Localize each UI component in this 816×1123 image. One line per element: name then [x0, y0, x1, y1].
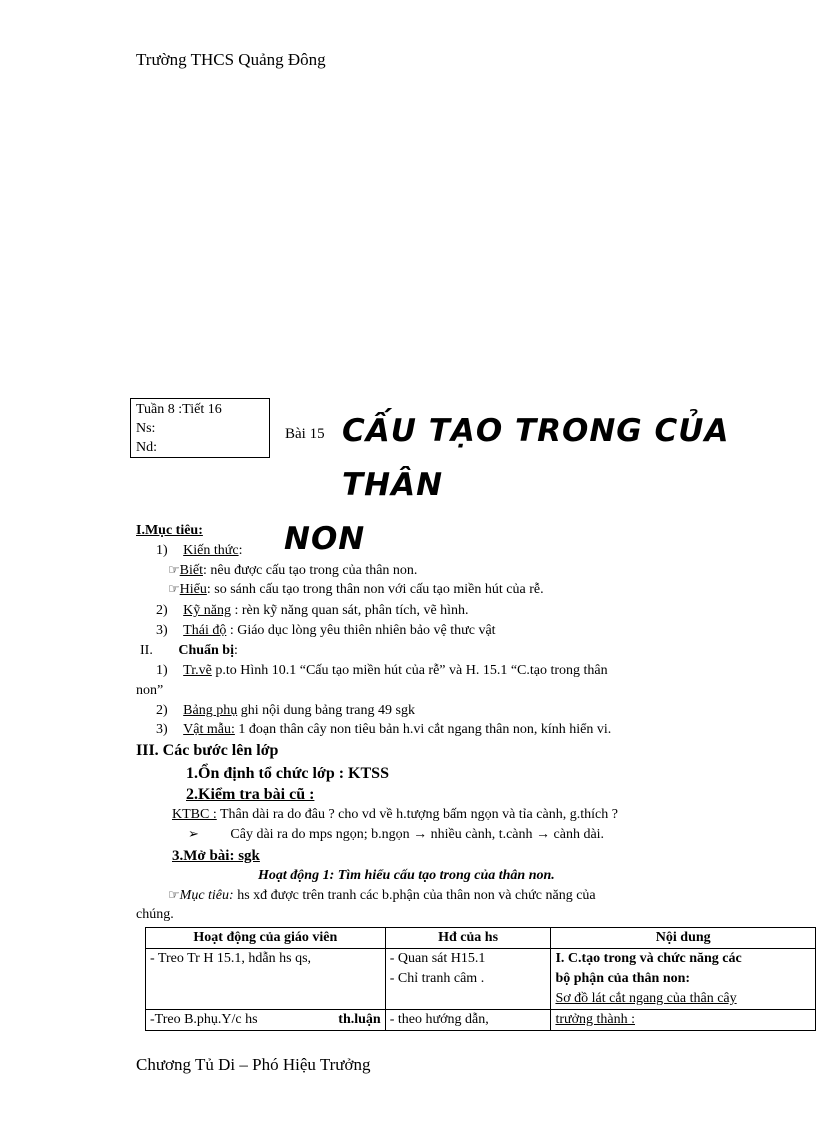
know-text: : nêu được cấu tạo trong của thân non. [203, 563, 418, 578]
hand-pointer-icon: ☞ [168, 888, 180, 903]
objectives-heading: I.Mục tiêu: [136, 523, 203, 538]
step-3: 3.Mở bài: sgk [172, 848, 260, 864]
column-header: Hđ của hs [385, 928, 551, 949]
table-cell [385, 1010, 551, 1031]
preparation-title: Chuẩn bị [178, 643, 234, 658]
cell-text: - Chỉ tranh câm . [389, 971, 485, 986]
ktbc-answer [188, 827, 604, 843]
skills-text: : rèn kỹ năng quan sát, phân tích, vẽ hình. [231, 603, 469, 618]
activity-goal [168, 888, 758, 904]
ktbc-question [172, 807, 618, 823]
item-number: 1) [156, 543, 168, 558]
week-period: Tuần 8 :Tiết 16 [136, 402, 222, 417]
lesson-title-line2: NON [284, 521, 366, 557]
activity-heading: Hoạt động 1: Tìm hiểu cấu tạo trong của thân non. [258, 868, 555, 883]
table-cell [551, 949, 816, 1010]
step-1: 1.Ổn định tổ chức lớp : KTSS [186, 765, 389, 782]
school-name: Trường THCS Quảng Đông [136, 50, 326, 69]
item-number: 3) [156, 722, 168, 737]
prep-item-1-cont: non” [136, 683, 164, 698]
preparation-heading: II. Chuẩn bị: [140, 643, 238, 658]
specimen-label: Vật mẫu: [183, 722, 235, 737]
cell-text: th.luận [338, 1012, 381, 1027]
table-row [146, 949, 816, 1010]
skills-label: Kỹ năng [183, 603, 231, 618]
drawing-label: Tr.vẽ [183, 663, 212, 678]
attitude-label: Thái độ [183, 623, 227, 638]
objective-understand [168, 582, 544, 598]
table-header-row [146, 928, 816, 949]
item-number: 2) [156, 703, 168, 718]
cell-text: - Treo Tr H 15.1, hdẫn hs qs, [150, 951, 312, 966]
step-2: 2.Kiểm tra bài cũ : [186, 786, 315, 803]
table-row [146, 1010, 816, 1031]
specimen-text: 1 đoạn thân cây non tiêu bản h.vi cắt ngang thân non, kính hiển vi. [234, 722, 612, 737]
lesson-number: Bài 15 [285, 426, 325, 442]
lesson-title-line1: CẤU TẠO TRONG CỦA THÂN [342, 413, 730, 503]
cell-text: trưởng thành : [555, 1012, 635, 1027]
item-number: 2) [156, 603, 168, 618]
prep-item-1 [156, 663, 756, 679]
date-prepared: Ns: [136, 421, 156, 436]
answer-text: Cây dài ra do mps ngọn; b.ngọn → nhiều cành, t.cành → cành dài. [230, 827, 605, 842]
cell-text: - theo hướng dẫn, [389, 1012, 489, 1027]
prep-item-3 [156, 722, 611, 738]
cell-text: -Treo B.phụ.Y/c hs [150, 1012, 258, 1027]
item-number: 1) [156, 663, 168, 678]
table-cell [146, 949, 386, 1010]
hand-pointer-icon: ☞ [168, 563, 180, 578]
table-cell [385, 949, 551, 1010]
item-number: 3) [156, 623, 168, 638]
hand-pointer-icon: ☞ [168, 582, 180, 597]
table-cell [146, 1010, 386, 1031]
column-header: Nội dung [551, 928, 816, 949]
goal-label: Mục tiêu: [179, 888, 234, 903]
board-label: Bảng phụ [183, 703, 238, 718]
lesson-table [145, 927, 816, 1031]
lesson-info-box [130, 398, 270, 458]
attitude-text: : Giáo dục lòng yêu thiên nhiên bảo vệ thưc vật [226, 623, 496, 638]
board-text: ghi nội dung bảng trang 49 sgk [237, 703, 415, 718]
objective-knowledge: 1) Kiến thức: [156, 543, 243, 558]
understand-text: : so sánh cấu tạo trong thân non với cấu tạo miền hút của rễ. [206, 582, 544, 597]
section-number: II. [140, 643, 153, 658]
ktbc-label: KTBC : [172, 807, 217, 822]
goal-text: hs xđ được trên tranh các b.phận của thân non và chức năng của [233, 888, 596, 903]
column-header: Hoạt động của giáo viên [146, 928, 386, 949]
steps-heading: III. Các bước lên lớp [136, 742, 279, 759]
ktbc-text: Thân dài ra do đâu ? cho vd về h.tượng bấm ngọn và tỉa cành, g.thích ? [216, 807, 618, 822]
understand-label: Hiểu [179, 582, 207, 597]
table-cell [551, 1010, 816, 1031]
know-label: Biết [179, 563, 203, 578]
arrowhead-bullet-icon: ➢ [188, 827, 199, 842]
date-taught: Nd: [136, 440, 157, 455]
cell-text: Sơ đồ lát cắt ngang của thân cây [555, 991, 737, 1006]
knowledge-label: Kiến thức [183, 543, 239, 558]
activity-goal-cont: chúng. [136, 907, 174, 922]
cell-text: I. C.tạo trong và chức năng các [555, 951, 742, 966]
cell-text: - Quan sát H15.1 [389, 951, 486, 966]
objective-skills [156, 603, 469, 619]
objective-attitude [156, 623, 496, 639]
prep-item-2 [156, 703, 415, 719]
footer-author: Chương Tủ Di – Phó Hiệu Trưởng [136, 1055, 371, 1074]
objective-know [168, 563, 417, 579]
cell-text: bộ phận của thân non: [555, 971, 691, 986]
drawing-text: p.to Hình 10.1 “Cấu tạo miền hút của rễ” và H. 15.1 “C.tạo trong thân [211, 663, 608, 678]
